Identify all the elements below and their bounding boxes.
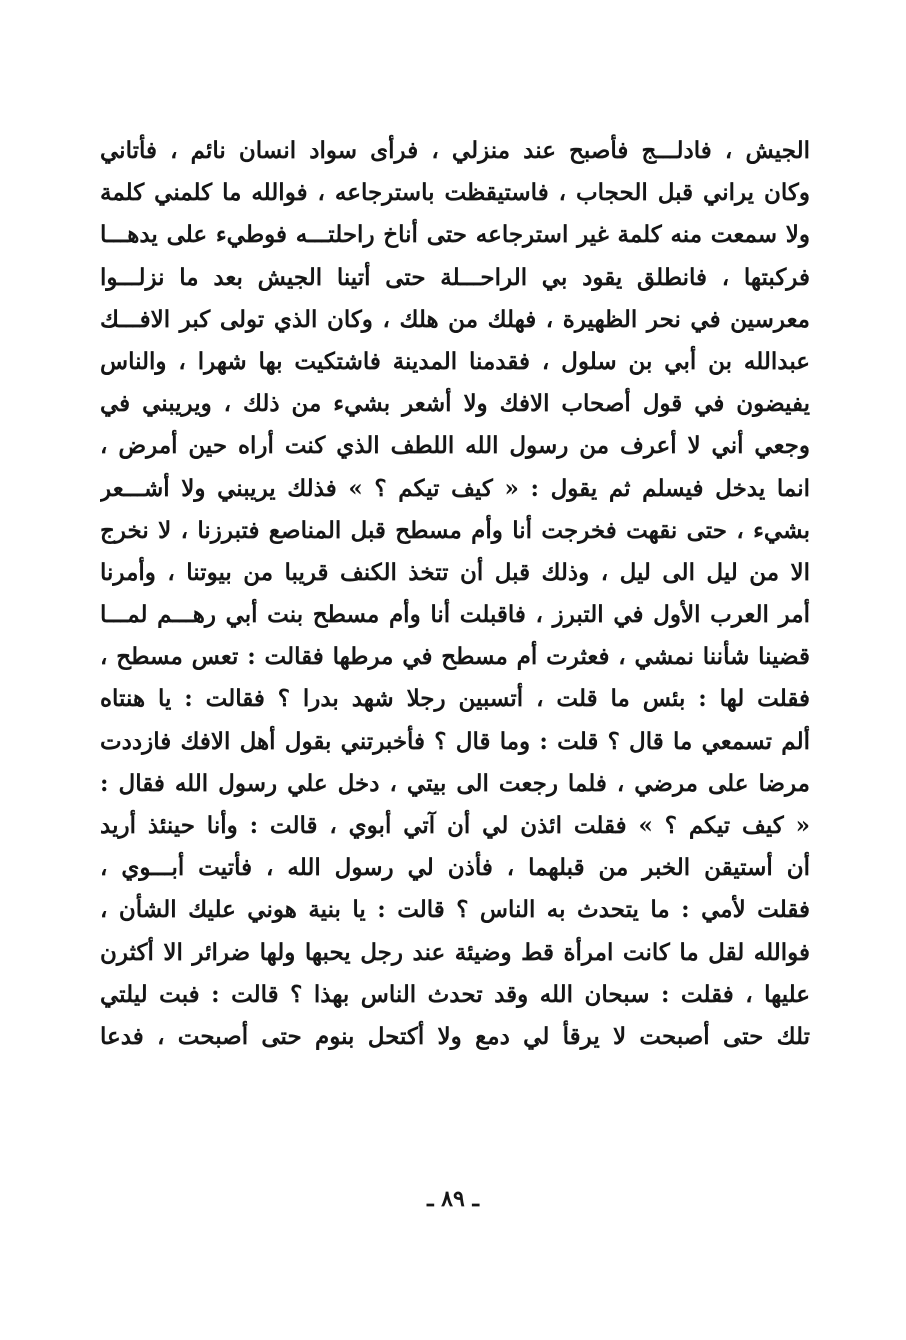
text-line: يفيضون في قول أصحاب الافك ولا أشعر بشيء من ذلك ، ويريبني في	[100, 390, 810, 418]
body-text	[100, 130, 810, 1058]
text-line: بشيء ، حتى نقهت فخرجت أنا وأم مسطح قبل المناصع فتبرزنا ، لا نخرج	[100, 516, 810, 544]
text-line: فركبتها ، فانطلق يقود بي الراحـــلة حتى أتينا الجيش بعد ما نزلـــوا	[100, 263, 810, 291]
text-line: انما يدخل فيسلم ثم يقول : « كيف تيكم ؟ » فذلك يريبني ولا أشـــعر	[100, 474, 810, 502]
text-line: ولا سمعت منه كلمة غير استرجاعه حتى أناخ راحلتـــه فوطيء على يدهـــا	[100, 221, 810, 249]
text-line: فقلت لأمي : ما يتحدث به الناس ؟ قالت : يا بنية هوني عليك الشأن ،	[100, 896, 810, 924]
text-line: قضينا شأننا نمشي ، فعثرت أم مسطح في مرطها فقالت : تعس مسطح ،	[100, 643, 810, 671]
text-line: الجيش ، فادلـــج فأصبح عند منزلي ، فرأى سواد انسان نائم ، فأتاني	[100, 137, 810, 164]
text-line: وجعي أني لا أعرف من رسول الله اللطف الذي كنت أراه حين أمرض ،	[100, 432, 810, 460]
text-line: عليها ، فقلت : سبحان الله وقد تحدث الناس بهذا ؟ قالت : فبت ليلتي	[100, 980, 810, 1008]
text-line: أن أستيقن الخبر من قبلهما ، فأذن لي رسول الله ، فأتيت أبـــوي ،	[100, 854, 810, 882]
text-line: وكان يراني قبل الحجاب ، فاستيقظت باسترجاعه ، فوالله ما كلمني كلمة	[100, 179, 810, 207]
text-line: أمر العرب الأول في التبرز ، فاقبلت أنا وأم مسطح بنت أبي رهـــم لمـــا	[100, 601, 810, 629]
text-line: الا من ليل الى ليل ، وذلك قبل أن تتخذ الكنف قريبا من بيوتنا ، وأمرنا	[100, 558, 810, 586]
text-line: معرسين في نحر الظهيرة ، فهلك من هلك ، وكان الذي تولى كبر الافـــك	[100, 305, 810, 333]
page-number: ـ ٨٩ ـ	[427, 1186, 479, 1212]
text-line: عبدالله بن أبي بن سلول ، فقدمنا المدينة فاشتكيت بها شهرا ، والناس	[100, 347, 810, 375]
text-line: فقلت لها : بئس ما قلت ، أتسبين رجلا شهد بدرا ؟ فقالت : يا هنتاه	[100, 685, 810, 713]
text-line: مرضا على مرضي ، فلما رجعت الى بيتي ، دخل علي رسول الله فقال :	[100, 769, 810, 797]
text-line: تلك حتى أصبحت لا يرقأ لي دمع ولا أكتحل بنوم حتى أصبحت ، فدعا	[100, 1022, 810, 1050]
text-line: فوالله لقل ما كانت امرأة قط وضيئة عند رجل يحبها ولها ضرائر الا أكثرن	[100, 938, 810, 966]
text-line: ألم تسمعي ما قال ؟ قلت : وما قال ؟ فأخبرتني بقول أهل الافك فازددت	[100, 727, 810, 755]
text-line: « كيف تيكم ؟ » فقلت ائذن لي أن آتي أبوي ، قالت : وأنا حينئذ أريد	[100, 812, 810, 839]
